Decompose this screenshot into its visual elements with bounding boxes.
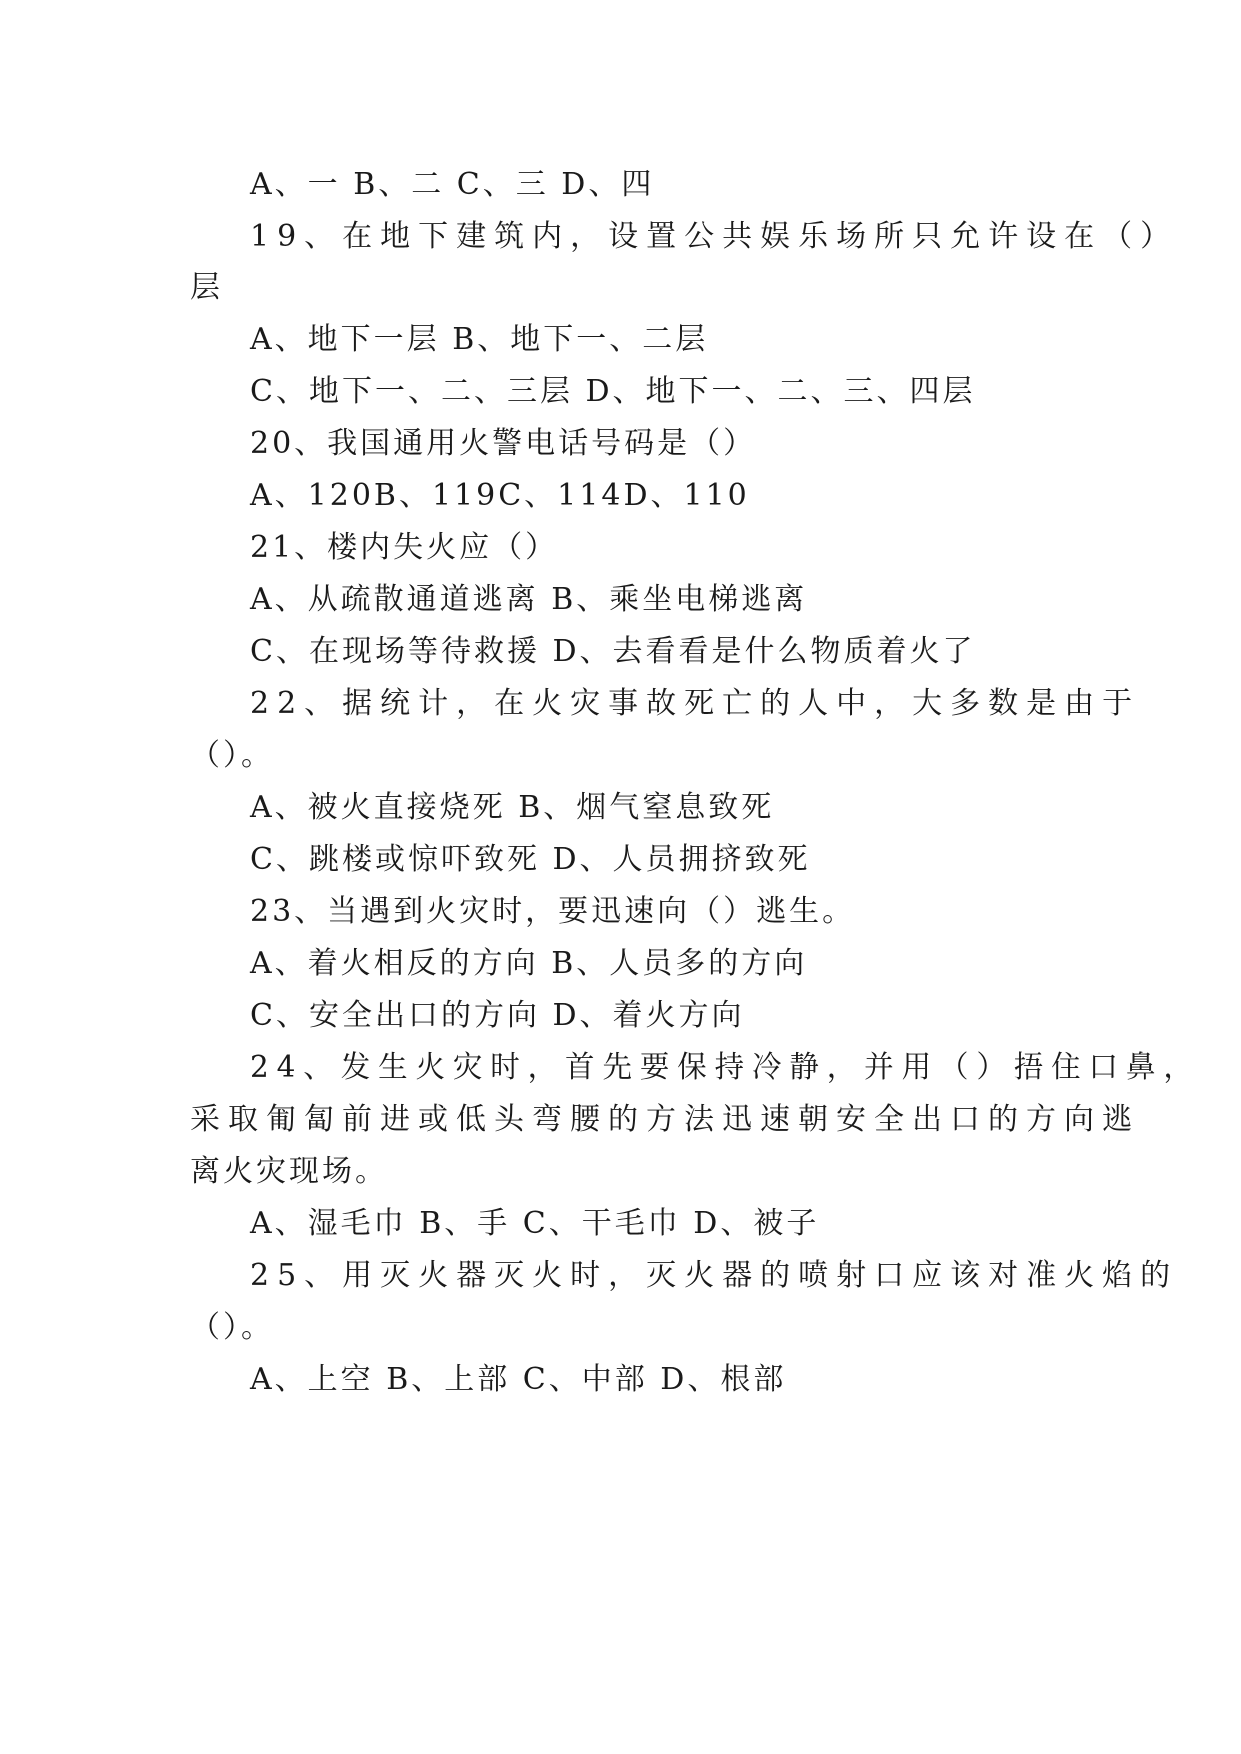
q22-options-ab: A、被火直接烧死 B、烟气窒息致死	[250, 790, 775, 825]
q22-options-cd: C、跳楼或惊吓致死 D、人员拥挤致死	[250, 842, 811, 877]
q21-text: 21、楼内失火应（）	[250, 530, 559, 565]
q23-options-cd: C、安全出口的方向 D、着火方向	[250, 998, 745, 1033]
q24-text-continued-1: 采取匍匐前进或低头弯腰的方法迅速朝安全出口的方向逃	[190, 1102, 1140, 1137]
q19-options-cd: C、地下一、二、三层 D、地下一、二、三、四层	[250, 374, 976, 409]
q25-options: A、上空 B、上部 C、中部 D、根部	[250, 1362, 787, 1397]
q24-options: A、湿毛巾 B、手 C、干毛巾 D、被子	[250, 1206, 820, 1241]
q23-text: 23、当遇到火灾时，要迅速向（）逃生。	[250, 894, 856, 929]
q23-options-ab: A、着火相反的方向 B、人员多的方向	[250, 946, 808, 981]
q21-options-cd: C、在现场等待救援 D、去看看是什么物质着火了	[250, 634, 976, 669]
q25-text: 25、用灭火器灭火时，灭火器的喷射口应该对准火焰的	[250, 1258, 1179, 1293]
q18-options: A、一 B、二 C、三 D、四	[250, 167, 655, 202]
q22-text: 22、据统计，在火灾事故死亡的人中，大多数是由于	[250, 686, 1141, 721]
q19-text: 19、在地下建筑内，设置公共娱乐场所只允许设在（）	[250, 219, 1179, 254]
q19-options-ab: A、地下一层 B、地下一、二层	[250, 322, 709, 357]
q20-text: 20、我国通用火警电话号码是（）	[250, 426, 757, 461]
q24-text: 24、发生火灾时，首先要保持冷静，并用（）捂住口鼻，	[250, 1050, 1201, 1085]
q24-text-continued-2: 离火灾现场。	[190, 1154, 388, 1189]
q20-options: A、120B、119C、114D、110	[250, 478, 750, 513]
q25-text-continued: （）。	[190, 1310, 274, 1345]
q19-text-continued: 层	[190, 270, 223, 305]
q22-text-continued: （）。	[190, 738, 274, 773]
q21-options-ab: A、从疏散通道逃离 B、乘坐电梯逃离	[250, 582, 808, 617]
